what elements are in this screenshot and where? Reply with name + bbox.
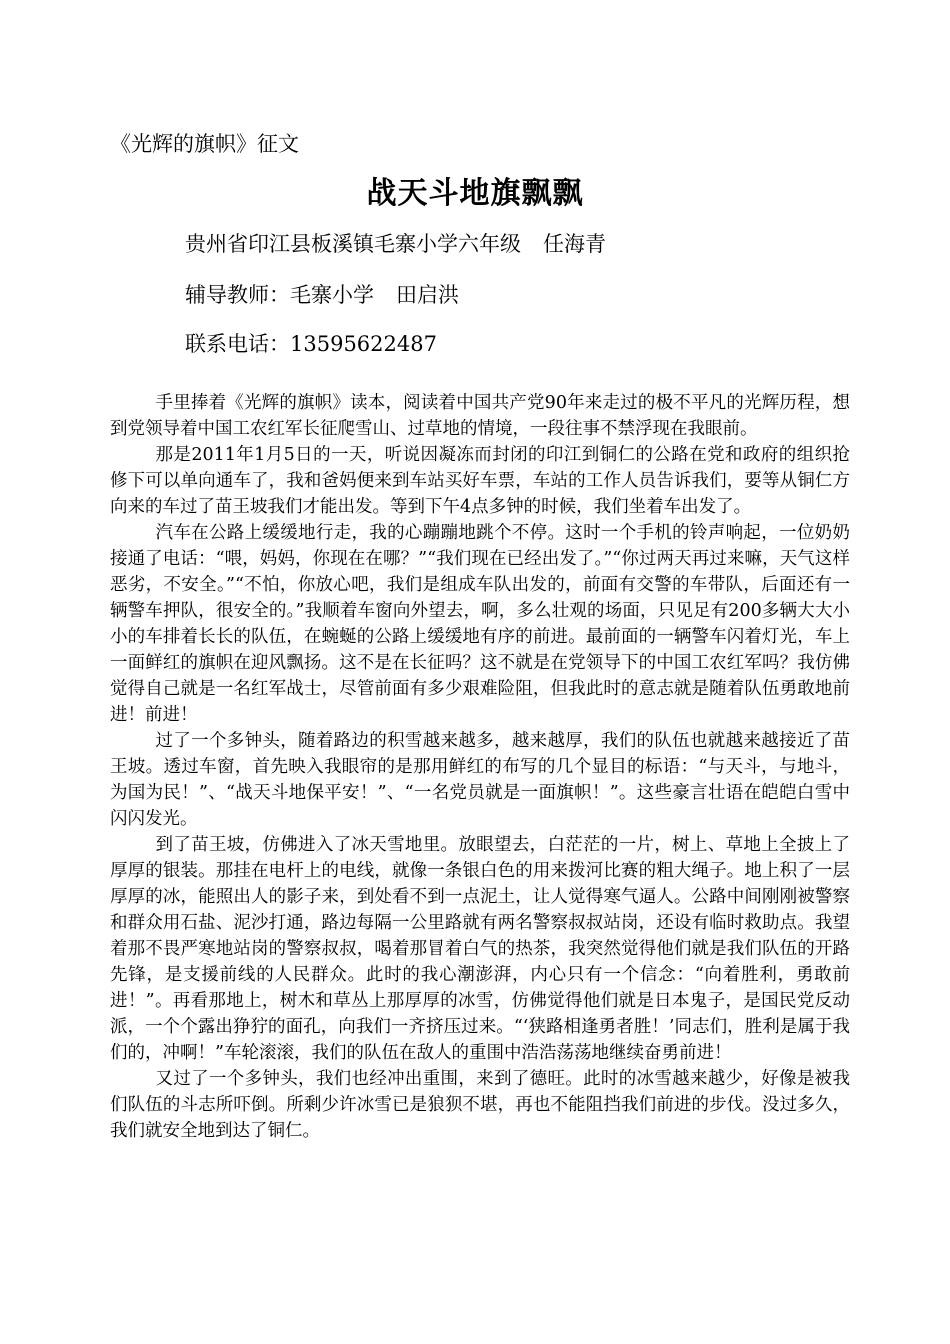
tutor-label: 辅导教师：毛寨小学 [185,283,374,307]
paragraph: 过了一个多钟头，随着路边的积雪越来越多，越来越厚，我们的队伍也就越来越接近了苗王坡。透过车窗，首先映入我眼帘的是那用鲜红的布写的几个显目的标语：“与天斗，与地斗，为国为民！”、“战天斗地保平安！”、“一名党员就是一面旗帜！”。这些豪言壮语在皑皑白雪中闪闪发光。 [110,731,850,829]
paragraph: 汽车在公路上缓缓地行走，我的心蹦蹦地跳个不停。这时一个手机的铃声响起，一位奶奶接通了电话：“喂，妈妈，你现在在哪？”“我们现在已经出发了。”“你过两天再过来嘛，天气这样恶劣，不安全。”“不怕，你放心吧，我们是组成车队出发的，前面有交警的车带队，后面还有一辆警车押队，很安全的。”我顺着车窗向外望去，啊，多么壮观的场面，只见足有200多辆大大小小的车排着长长的队伍，在蜿蜒的公路上缓缓地有序的前进。最前面的一辆警车闪着灯光，车上一面鲜红的旗帜在迎风飘扬。这不是在长征吗？这不就是在党领导下的中国工农红军吗？我仿佛觉得自己就是一名红军战士，尽管前面有多少艰难险阻，但我此时的意志就是随着队伍勇敢地前进！前进！ [110,523,850,725]
paragraph: 手里捧着《光辉的旗帜》读本，阅读着中国共产党90年来走过的极不平凡的光辉历程，想到党领导着中国工农红军长征爬雪山、过草地的情境，一段往事不禁浮现在我眼前。 [110,393,850,439]
author-line [185,230,606,258]
tutor-line [185,281,459,309]
essay-body [110,390,850,1144]
tutor-name: 田启洪 [396,283,459,307]
paragraph: 到了苗王坡，仿佛进入了冰天雪地里。放眼望去，白茫茫的一片，树上、草地上全披上了厚厚的银装。那挂在电杆上的电线，就像一条银白色的用来拨河比赛的粗大绳子。地上积了一层厚厚的冰，能照出人的影子来，到处看不到一点泥土，让人觉得寒气逼人。公路中间刚刚被警察和群众用石盐、泥沙打通，路边每隔一公里路就有两名警察叔叔站岗，还设有临时救助点。我望着那不畏严寒地站岗的警察叔叔，喝着那冒着白气的热茶，我突然觉得他们就是我们队伍的开路先锋，是支援前线的人民群众。此时的我心潮澎湃，内心只有一个信念：“向着胜利，勇敢前进！”。再看那地上，树木和草丛上那厚厚的冰雪，仿佛觉得他们就是日本鬼子，是国民党反动派，一个个露出狰狞的面孔，向我们一齐挤压过来。“‘狭路相逢勇者胜！’同志们，胜利是属于我们的，冲啊！”车轮滚滚，我们的队伍在敌人的重围中浩浩荡荡地继续奋勇前进！ [110,835,850,1063]
paragraph: 那是2011年1月5日的一天，听说因凝冻而封闭的印江到铜仁的公路在党和政府的组织抢修下可以单向通车了，我和爸妈便来到车站买好车票，车站的工作人员告诉我们，要等从铜仁方向来的车过了苗王坡我们才能出发。等到下午4点多钟的时候，我们坐着车出发了。 [110,445,850,517]
phone-label: 联系电话： [185,332,290,356]
phone-line [185,330,437,358]
phone-number: 13595622487 [290,332,437,356]
contest-label: 《光辉的旗帜》征文 [110,132,299,156]
paragraph: 又过了一个多钟头，我们也经冲出重围，来到了德旺。此时的冰雪越来越少，好像是被我们队伍的斗志所吓倒。所剩少许冰雪已是狼狈不堪，再也不能阻挡我们前进的步伐。没过多久，我们就安全地到达了铜仁。 [110,1069,850,1141]
author-name: 任海青 [543,232,606,256]
author-school: 贵州省印江县板溪镇毛寨小学六年级 [185,232,521,256]
essay-title: 战天斗地旗飘飘 [366,176,584,211]
